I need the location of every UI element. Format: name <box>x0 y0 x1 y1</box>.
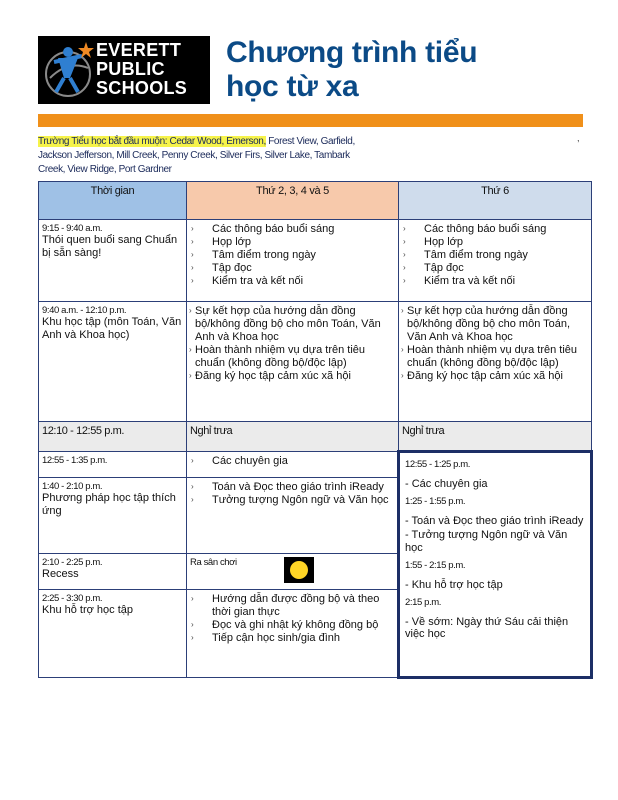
recess-label: Ra sân chơi <box>190 557 237 568</box>
school-list <box>38 135 368 177</box>
header-time: Thời gian <box>39 182 187 220</box>
activity: - Toán và Đọc theo giáo trình iReady <box>405 514 584 527</box>
list-item: › Kiểm tra và kết nối <box>402 275 588 288</box>
mon-thu-cell <box>187 220 399 302</box>
lunch-row <box>39 422 592 452</box>
list-item: › Đọc và ghi nhật ký không đồng bộ <box>190 619 394 632</box>
school-list-highlighted: Trường Tiểu học bắt đầu muộn: Cedar Wood, Emerson, <box>38 136 266 147</box>
student-figure-icon <box>40 38 96 102</box>
header-row <box>39 182 592 220</box>
mon-thu-cell <box>187 590 399 678</box>
title-line-1: Chương trình tiểu <box>226 36 478 69</box>
header-mon-thu: Thứ 2, 3, 4 và 5 <box>187 182 399 220</box>
list-item: › Hoàn thành nhiệm vụ dựa trên tiêu chuẩn (không đồng bộ/độc lập) <box>190 344 395 370</box>
time-cell <box>39 220 187 302</box>
list-item: › Đăng ký học tập cảm xúc xã hội <box>402 370 588 383</box>
table-row <box>39 302 592 422</box>
slot-name: Khu hỗ trợ học tập <box>42 604 133 616</box>
mon-thu-cell <box>187 554 399 590</box>
orange-divider <box>38 114 583 127</box>
school-list-rest: Forest View, Garfield, Jackson Jefferson, Mill Creek, Penny Creek, Silver Firs, Silver Lake, Tambark Creek, View Ridge, Port Gardner <box>38 136 355 175</box>
fri-cell <box>399 220 592 302</box>
activity: - Khu hỗ trợ học tập <box>405 578 503 591</box>
page-title <box>226 36 477 104</box>
list-item: › Kiểm tra và kết nối <box>190 275 395 288</box>
list-item: › Tâm điểm trong ngày <box>402 249 588 262</box>
header-fri: Thứ 6 <box>399 182 592 220</box>
slot-name: Thói quen buổi sang Chuẩn bị sẵn sàng! <box>42 234 178 259</box>
fri-cell: Nghỉ trưa <box>399 422 592 452</box>
slot-time: 1:55 - 2:15 p.m. <box>405 560 466 571</box>
smiley-sun-icon <box>284 557 314 583</box>
slot-name: Recess <box>42 568 79 580</box>
slot-name: Phương pháp học tập thích ứng <box>42 492 176 517</box>
list-item: › Sự kết hợp của hướng dẫn đồng bộ/không đồng bộ cho môn Toán, Văn Anh và Khoa học <box>402 305 588 344</box>
list-item: › Đăng ký học tập cảm xúc xã hội <box>190 370 395 383</box>
side-mark: , <box>577 133 580 143</box>
slot-time: 9:40 a.m. - 12:10 p.m. <box>42 305 127 316</box>
logo-line-3: SCHOOLS <box>96 78 188 98</box>
activity: - Các chuyên gia <box>405 477 488 490</box>
activity: - Về sớm: Ngày thứ Sáu cải thiện việc học <box>405 615 569 640</box>
list-item: › Họp lớp <box>402 236 588 249</box>
fri-cell <box>399 302 592 422</box>
list-item: › Họp lớp <box>190 236 395 249</box>
slot-name: Khu học tập (môn Toán, Văn Anh và Khoa học) <box>42 316 182 341</box>
time-cell <box>39 590 187 678</box>
title-line-2: học từ xa <box>226 70 359 103</box>
time-cell: 12:10 - 12:55 p.m. <box>39 422 187 452</box>
list-item: › Hoàn thành nhiệm vụ dựa trên tiêu chuẩn (không đồng bộ/độc lập) <box>402 344 588 370</box>
mon-thu-cell <box>187 478 399 554</box>
list-item: › Tập đọc <box>190 262 395 275</box>
mon-thu-cell <box>187 452 399 478</box>
list-item: › Toán và Đọc theo giáo trình iReady <box>190 481 394 494</box>
list-item: › Các thông báo buổi sáng <box>190 223 395 236</box>
slot-time: 2:10 - 2:25 p.m. <box>42 557 103 568</box>
time-cell <box>39 554 187 590</box>
activity: - Tưởng tượng Ngôn ngữ và Văn học <box>405 529 568 554</box>
mon-thu-cell: Nghỉ trưa <box>187 422 399 452</box>
time-cell <box>39 452 187 478</box>
list-item: › Hướng dẫn được đồng bộ và theo thời gian thực <box>190 593 394 619</box>
list-item: › Tiếp cận học sinh/gia đình <box>190 632 394 645</box>
list-item: › Tâm điểm trong ngày <box>190 249 395 262</box>
slot-time: 12:55 - 1:35 p.m. <box>42 455 108 466</box>
schedule-table <box>38 181 593 679</box>
list-item: › Các chuyên gia <box>190 455 394 468</box>
mon-thu-cell <box>187 302 399 422</box>
everett-logo <box>38 36 210 104</box>
slot-time: 2:25 - 3:30 p.m. <box>42 593 103 604</box>
list-item: › Sự kết hợp của hướng dẫn đồng bộ/không đồng bộ cho môn Toán, Văn Anh và Khoa học <box>190 305 395 344</box>
list-item: › Các thông báo buổi sáng <box>402 223 588 236</box>
table-row <box>39 220 592 302</box>
time-cell <box>39 478 187 554</box>
slot-time: 1:40 - 2:10 p.m. <box>42 481 103 492</box>
list-item: › Tập đọc <box>402 262 588 275</box>
logo-line-1: EVERETT <box>96 40 182 60</box>
table-row <box>39 452 592 478</box>
slot-time: 2:15 p.m. <box>405 597 442 608</box>
slot-time: 1:25 - 1:55 p.m. <box>405 496 466 507</box>
time-cell <box>39 302 187 422</box>
slot-time: 12:55 - 1:25 p.m. <box>405 459 471 470</box>
slot-time: 9:15 - 9:40 a.m. <box>42 223 103 234</box>
friday-afternoon-block <box>399 452 592 678</box>
logo-line-2: PUBLIC <box>96 59 165 79</box>
list-item: › Tưởng tượng Ngôn ngữ và Văn học <box>190 494 394 507</box>
